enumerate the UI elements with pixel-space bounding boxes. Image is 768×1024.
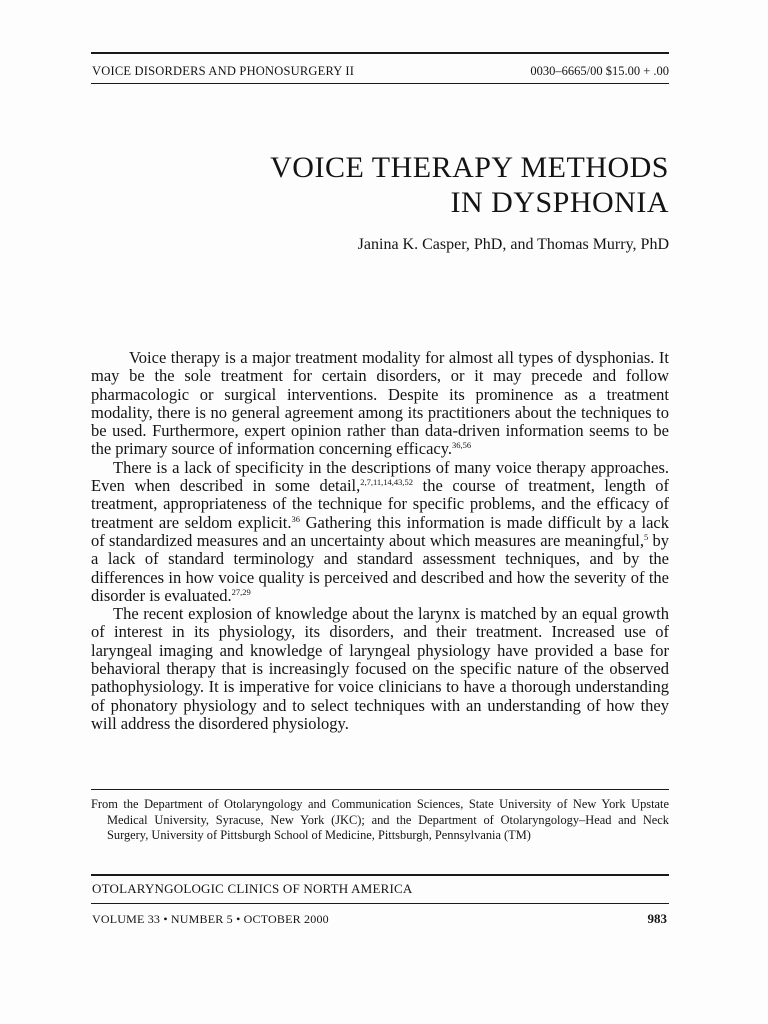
body-paragraph-3: The recent explosion of knowledge about the larynx is matched by an equal growth of interest in its physiology, its disorders, and their treatment. Increased use of laryngeal imaging and knowledge of laryngeal physiology have provided a base for behavioral therapy that is increasingly focused on the specific nature of the observed pathophysiology. It is imperative for voice clinicians to have a thorough understanding of phonatory physiology and to select techniques with an understanding of how they will address the disordered physiology. <box>91 604 669 733</box>
footnote-rule <box>91 789 669 790</box>
body-paragraph-2-text-b: the course of treatment, length of treatment, appropriateness of the technique for specific problems, and the efficacy of treatment are seldom explicit. <box>91 476 669 532</box>
body-paragraph-1 <box>91 349 669 459</box>
body-paragraph-1-text: Voice therapy is a major treatment modality for almost all types of dysphonias. It may be the sole treatment for certain disorders, or it may precede and follow pharmacologic or surgical interventions. Despite its prominence as a treatment modality, there is no general agreement among its practitioners about the techniques to be used. Furthermore, expert opinion rather than data-driven information seems to be the primary source of information concerning efficacy. <box>91 348 669 459</box>
footer-middle-rule <box>91 903 669 904</box>
body-paragraph-2 <box>91 459 669 605</box>
body-paragraph-2-text-c: Gathering this information is made difficult by a lack of standardized measures and an uncertainty about which measures are meaningful, <box>91 512 670 550</box>
article-title-line-1: VOICE THERAPY METHODS <box>270 151 669 184</box>
running-header-title: VOICE DISORDERS AND PHONOSURGERY II <box>92 64 355 78</box>
citation-superscript: 5 <box>643 531 649 542</box>
author-affiliation-footnote: From the Department of Otolaryngology and Communication Sciences, State University of New York Upstate Medical University, Syracuse, New York (JKC); and the Department of Otolaryngology–Head and Neck Surgery, University of Pittsburgh School of Medicine, Pittsburgh, Pennsylvania (TM) <box>91 797 669 843</box>
article-title <box>270 150 669 220</box>
journal-volume-info: VOLUME 33 • NUMBER 5 • OCTOBER 2000 <box>92 912 329 926</box>
header-bottom-rule <box>91 83 669 84</box>
header-top-rule <box>91 52 669 54</box>
citation-superscript: 36 <box>291 513 301 524</box>
journal-name: OTOLARYNGOLOGIC CLINICS OF NORTH AMERICA <box>92 881 413 896</box>
article-body <box>91 349 669 733</box>
running-header-code: 0030–6665/00 $15.00 + .00 <box>530 64 669 78</box>
article-authors: Janina K. Casper, PhD, and Thomas Murry, PhD <box>357 236 669 253</box>
citation-superscript: 27,29 <box>231 586 251 597</box>
citation-superscript: 36,56 <box>452 440 472 451</box>
article-title-line-2: IN DYSPHONIA <box>450 186 669 219</box>
body-paragraph-2-text-a: There is a lack of specificity in the descriptions of many voice therapy approaches. Even when described in some detail, <box>91 457 669 496</box>
page-number: 983 <box>647 911 667 926</box>
footer-top-rule <box>91 874 669 876</box>
citation-superscript: 2,7,11,14,43,52 <box>360 477 414 488</box>
body-paragraph-2-text-d: by a lack of standard terminology and standard assessment techniques, and by the differences in how voice quality is perceived and described and how the severity of the disorder is evaluated. <box>91 530 670 605</box>
